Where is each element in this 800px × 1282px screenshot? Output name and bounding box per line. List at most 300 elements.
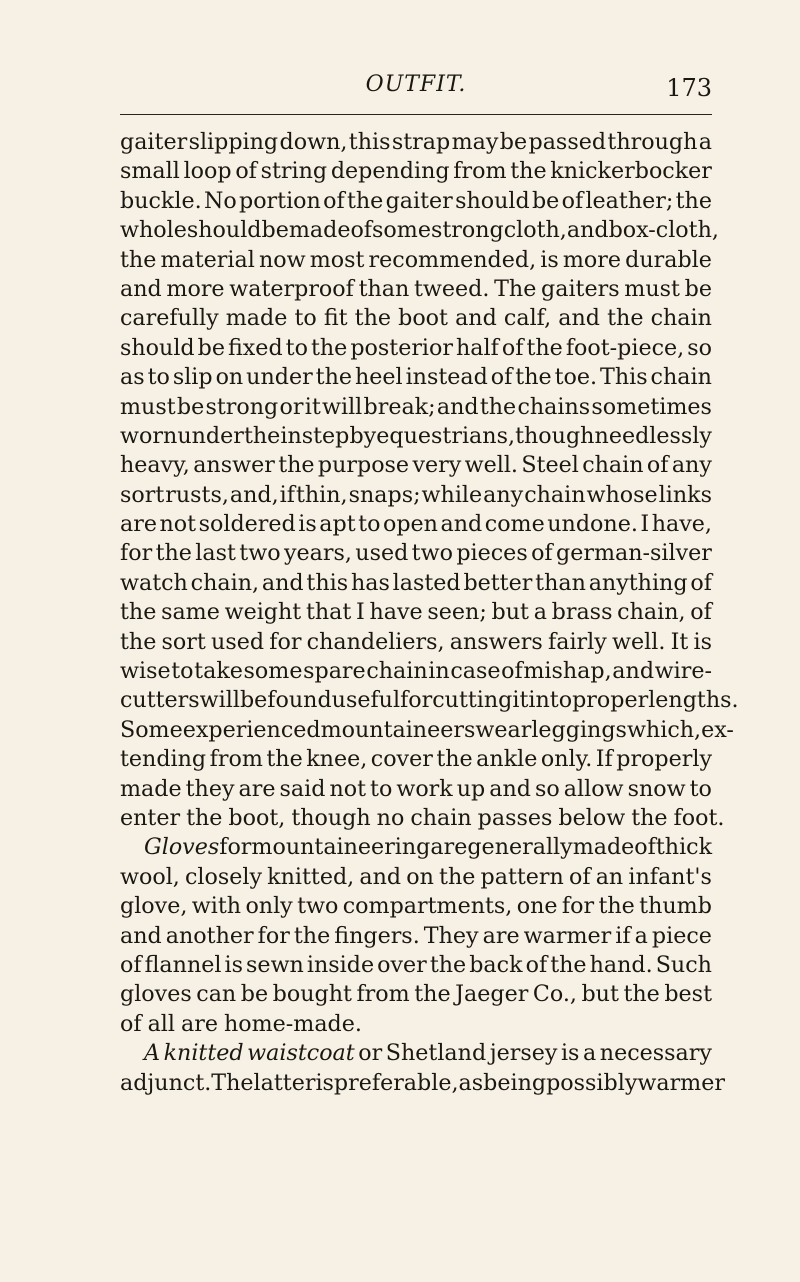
word: to [689, 775, 712, 802]
word: knee, [306, 746, 368, 773]
word: last [195, 540, 236, 567]
word: under [177, 422, 244, 449]
word: to [370, 775, 393, 802]
word: home-made. [223, 1010, 362, 1037]
word: the [510, 158, 547, 185]
word: back [469, 951, 523, 978]
body-text [120, 128, 739, 1098]
word: jersey [489, 1040, 558, 1067]
word: to [285, 334, 308, 361]
word: of [690, 569, 712, 596]
word: sometimes [591, 393, 712, 420]
word: needlessly [594, 422, 712, 449]
word: through [607, 129, 698, 155]
word: the [479, 393, 517, 420]
word: I [640, 511, 650, 538]
word: now [258, 246, 306, 273]
text-line [120, 304, 712, 333]
word: it [304, 393, 321, 420]
word: Gloves [144, 834, 220, 861]
word: wire- [654, 658, 712, 685]
page-number: 173 [666, 74, 712, 102]
word: a [533, 599, 547, 626]
text-line [120, 833, 712, 862]
word: purpose [317, 452, 410, 479]
word: the [515, 364, 552, 391]
word: should [120, 334, 195, 361]
text-line [120, 922, 712, 951]
word: be [176, 393, 205, 420]
word: soldered [198, 511, 296, 538]
word: most [309, 246, 365, 273]
word: some [243, 658, 303, 685]
word: the [120, 628, 157, 655]
word: box-cloth, [608, 217, 719, 244]
word: though [291, 804, 371, 831]
text-line [120, 892, 712, 921]
text-line [120, 775, 712, 804]
word: lengths. [648, 687, 739, 714]
word: the [623, 981, 660, 1008]
word: and [261, 569, 304, 596]
word: Some [120, 716, 183, 743]
word: string [260, 158, 328, 185]
word: on [215, 364, 244, 391]
word: or [279, 393, 304, 420]
word: over [377, 951, 427, 978]
word: the [598, 893, 635, 920]
word: mountaineers [320, 716, 476, 743]
word: more [562, 246, 622, 273]
word: of [634, 834, 656, 861]
word: answer [193, 452, 275, 479]
word: and [612, 658, 655, 685]
word: It [670, 628, 689, 655]
word: not [329, 775, 367, 802]
word: be [684, 275, 712, 302]
word: than [535, 569, 586, 596]
word: for [219, 834, 252, 861]
word: anything [588, 569, 688, 596]
word: to [147, 364, 170, 391]
word: strong [430, 217, 504, 244]
word: weight [224, 599, 302, 626]
word: is [693, 628, 712, 655]
word: ankle [476, 746, 538, 773]
word: chains [517, 393, 591, 420]
word: up [456, 775, 486, 802]
word: sort [120, 481, 165, 508]
word: toe. [554, 364, 598, 391]
word: fingers. [334, 922, 420, 949]
word: they [185, 775, 235, 802]
word: of [501, 658, 523, 685]
word: not [159, 511, 197, 538]
word: will [321, 393, 363, 420]
word: the [550, 951, 587, 978]
word: cloth, [503, 217, 567, 244]
word: down, [279, 129, 348, 155]
word: slipping [188, 129, 279, 155]
word: warmer [637, 1069, 725, 1096]
word: may [451, 129, 499, 155]
word: made [120, 775, 182, 802]
text-line [120, 686, 739, 715]
word: enter [120, 804, 181, 831]
word: one [516, 893, 558, 920]
word: the [429, 951, 467, 978]
word: gloves [120, 981, 192, 1008]
word: heel [354, 364, 403, 391]
word: of [531, 540, 553, 567]
word: from [453, 158, 507, 185]
word: in [428, 658, 450, 685]
word: more [166, 275, 225, 302]
text-line [120, 598, 712, 627]
word: glove, [120, 893, 188, 920]
word: of [568, 863, 591, 890]
text-line [120, 863, 712, 892]
word: though [515, 422, 595, 449]
word: break; [363, 393, 436, 420]
word: They [423, 922, 479, 949]
word: are [181, 1010, 218, 1037]
word: the [310, 334, 348, 361]
word: the [155, 540, 192, 567]
word: for [257, 922, 290, 949]
word: come [484, 511, 545, 538]
word: used [355, 540, 409, 567]
word: waterproof [229, 275, 354, 302]
text-line [120, 745, 712, 774]
word: of [525, 951, 548, 978]
word: material [160, 246, 255, 273]
word: if [279, 481, 295, 508]
word: thick [655, 834, 713, 861]
word: the [526, 334, 563, 361]
word: of [323, 187, 345, 214]
word: tweed. [413, 275, 490, 302]
word: watch [120, 569, 188, 596]
word: instead [405, 364, 488, 391]
word: the [439, 863, 476, 890]
word: chain, [617, 599, 686, 626]
text-line [120, 422, 712, 451]
word: This [600, 364, 648, 391]
word: take [194, 658, 243, 685]
word: posterior [350, 334, 453, 361]
word: knitted [163, 1040, 244, 1067]
word: portion [239, 187, 321, 214]
word: made [288, 217, 351, 244]
word: passes [477, 804, 553, 831]
word: chain [366, 658, 428, 685]
word: years, [283, 540, 352, 567]
word: have, [651, 511, 712, 538]
word: must [120, 393, 176, 420]
word: fit [323, 305, 348, 332]
word: it [512, 687, 529, 714]
word: another [165, 922, 254, 949]
text-line [120, 804, 725, 833]
word: lasted [392, 569, 461, 596]
text-line [120, 363, 712, 392]
word: this [348, 129, 391, 155]
word: any [483, 481, 524, 508]
word: waistcoat [247, 1040, 355, 1067]
word: but [581, 981, 619, 1008]
word: Jaeger [455, 981, 529, 1008]
word: the [266, 746, 303, 773]
word: ex- [701, 716, 734, 743]
word: chain [410, 804, 472, 831]
word: seen; [427, 599, 487, 626]
word: cutters [120, 687, 200, 714]
text-line [120, 510, 712, 539]
word: Such [655, 951, 712, 978]
word: preferable, [333, 1069, 459, 1096]
text-line [120, 246, 712, 275]
word: wool, [120, 863, 180, 890]
word: whose [586, 481, 658, 508]
word: to [358, 511, 381, 538]
word: under [246, 364, 313, 391]
word: inside [306, 951, 375, 978]
word: No [203, 187, 237, 214]
word: pieces [456, 540, 528, 567]
word: must [624, 275, 680, 302]
word: The [211, 1069, 254, 1096]
word: adjunct. [120, 1069, 212, 1096]
word: an [595, 863, 624, 890]
word: the [607, 305, 644, 332]
word: be [261, 217, 289, 244]
word: fairly [548, 628, 607, 655]
word: than [358, 275, 410, 302]
word: undone. [547, 511, 638, 538]
word: warmer [523, 922, 612, 949]
word: so [535, 775, 560, 802]
word: of [490, 364, 513, 391]
word: the [293, 922, 331, 949]
word: two [297, 893, 339, 920]
text-line [120, 980, 712, 1009]
word: for [400, 687, 433, 714]
word: best [664, 981, 712, 1008]
word: that [305, 599, 352, 626]
word: knitted, [267, 863, 355, 890]
text-line [120, 334, 712, 363]
word: if [615, 922, 631, 949]
page-header [120, 72, 712, 112]
word: no [376, 804, 405, 831]
word: foot. [673, 804, 725, 831]
word: are [430, 834, 468, 861]
word: piece [651, 922, 712, 949]
word: boot [398, 305, 448, 332]
word: is [224, 951, 243, 978]
word: Steel [521, 452, 579, 479]
word: while [421, 481, 483, 508]
word: thumb [639, 893, 712, 920]
word: as [458, 1069, 484, 1096]
word: the [414, 981, 451, 1008]
text-line [120, 157, 712, 186]
word: small [120, 158, 180, 185]
word: are [120, 511, 157, 538]
word: durable [625, 246, 712, 273]
word: The [494, 275, 537, 302]
word: be [239, 687, 268, 714]
word: by [349, 422, 377, 449]
word: said [279, 775, 326, 802]
text-line [120, 275, 712, 304]
word: be [240, 981, 269, 1008]
running-head: OUTFIT. [365, 72, 467, 97]
word: generally [467, 834, 573, 861]
word: the [436, 746, 473, 773]
word: If [595, 746, 613, 773]
word: spare [303, 658, 366, 685]
word: from [356, 981, 410, 1008]
word: calf, [503, 305, 552, 332]
word: half [456, 334, 499, 361]
word: hand. [589, 951, 653, 978]
word: better [463, 569, 533, 596]
word: which, [626, 716, 702, 743]
word: and [120, 922, 162, 949]
text-line [120, 569, 712, 598]
word: be [499, 129, 528, 155]
word: into [528, 687, 573, 714]
word: should [455, 187, 530, 214]
word: answers [449, 628, 543, 655]
word: whole [120, 217, 187, 244]
word: as [120, 364, 145, 391]
word: from [209, 746, 263, 773]
word: the [675, 187, 712, 214]
word: should [186, 217, 262, 244]
word: same [161, 599, 220, 626]
word: for [269, 628, 302, 655]
word: and [489, 775, 531, 802]
text-line [120, 1039, 712, 1068]
word: all [147, 1010, 175, 1037]
word: are [482, 922, 520, 949]
word: of [690, 599, 712, 626]
word: gaiters [541, 275, 620, 302]
word: made [572, 834, 635, 861]
word: leather; [585, 187, 674, 214]
word: latter [253, 1069, 316, 1096]
word: carefully [120, 305, 219, 332]
word: of [120, 1010, 142, 1037]
word: is [315, 1069, 334, 1096]
word: well. [612, 628, 666, 655]
word: allow [563, 775, 624, 802]
word: recommended, [368, 246, 537, 273]
word: cutting [432, 687, 513, 714]
word: Shetland [385, 1040, 487, 1067]
word: sort [161, 628, 206, 655]
word: is [560, 1040, 580, 1067]
word: made [225, 305, 288, 332]
word: passed [528, 129, 607, 155]
word: brass [551, 599, 613, 626]
text-line [120, 187, 712, 216]
word: the [631, 804, 668, 831]
word: two [411, 540, 453, 567]
text-line [120, 481, 712, 510]
word: any [671, 452, 712, 479]
word: I [356, 599, 365, 626]
word: properly [616, 746, 712, 773]
word: and [455, 305, 497, 332]
text-line [120, 1069, 725, 1098]
word: rusts, [165, 481, 229, 508]
word: sewn [246, 951, 304, 978]
word: strong [205, 393, 279, 420]
word: so [687, 334, 712, 361]
word: flannel [144, 951, 222, 978]
word: can [196, 981, 237, 1008]
text-line [120, 951, 712, 980]
text-line [120, 657, 712, 686]
word: case [450, 658, 501, 685]
word: boot, [228, 804, 286, 831]
word: buckle. [120, 187, 202, 214]
word: foot-piece, [565, 334, 685, 361]
word: on [406, 863, 434, 890]
word: compartments, [342, 893, 513, 920]
word: bought [272, 981, 352, 1008]
word: wear [475, 716, 532, 743]
word: chain [582, 452, 644, 479]
word: Co., [532, 981, 577, 1008]
word: of [120, 951, 142, 978]
word: of [350, 217, 373, 244]
word: the [120, 246, 157, 273]
word: loop [183, 158, 232, 185]
word: chain [650, 364, 712, 391]
word: the [354, 305, 392, 332]
word: the [278, 452, 315, 479]
word: chain [650, 305, 712, 332]
word: equestrians, [376, 422, 516, 449]
word: two [239, 540, 281, 567]
header-rule [120, 114, 712, 115]
text-line [120, 716, 734, 745]
word: worn [120, 422, 178, 449]
text-line [120, 393, 712, 422]
word: but [491, 599, 529, 626]
word: and [558, 305, 600, 332]
word: and, [229, 481, 279, 508]
word: of [501, 334, 524, 361]
word: snaps; [348, 481, 421, 508]
word: mishap, [523, 658, 612, 685]
word: possibly [546, 1069, 638, 1096]
word: have [369, 599, 423, 626]
word: strap [391, 129, 451, 155]
word: necessary [599, 1040, 712, 1067]
word: the [315, 364, 352, 391]
word: work [396, 775, 453, 802]
word: only. [540, 746, 593, 773]
word: the [346, 187, 384, 214]
word: instep [280, 422, 350, 449]
word: be [197, 334, 225, 361]
